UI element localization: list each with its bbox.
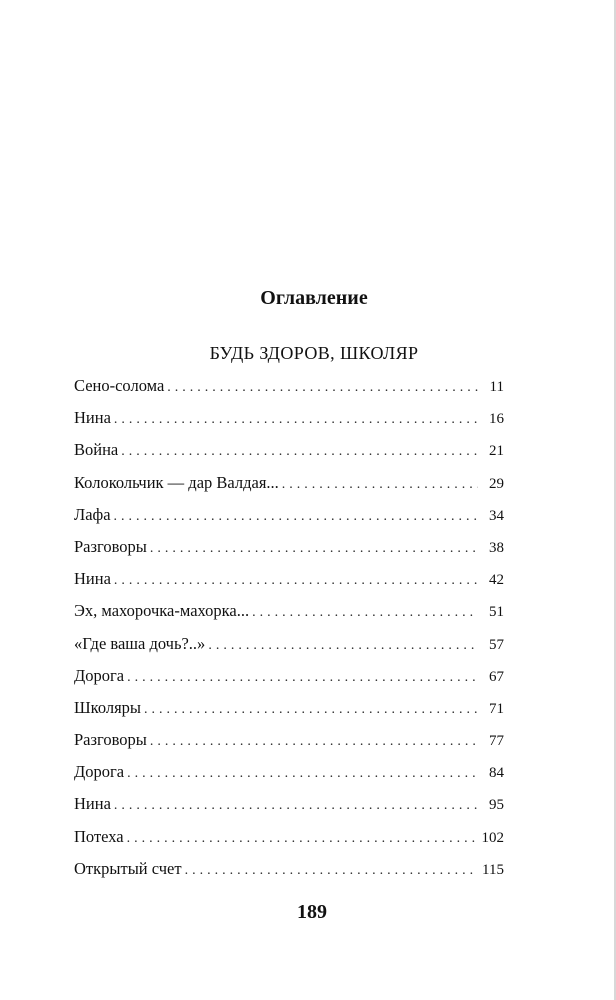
toc-entry-page: 38 — [489, 539, 504, 556]
toc-entry-page: 115 — [482, 861, 504, 878]
toc-entry — [74, 405, 504, 437]
toc-entry — [74, 598, 504, 630]
toc-entry-title: Дорога — [74, 762, 125, 782]
toc-entry — [74, 695, 504, 727]
toc-entry-page: 16 — [489, 411, 504, 428]
dot-leader — [252, 600, 478, 626]
toc-entry — [74, 566, 504, 598]
dot-leader — [208, 633, 478, 659]
toc-entry-page: 77 — [489, 733, 504, 750]
dot-leader — [114, 568, 478, 594]
dot-leader — [144, 697, 478, 723]
toc-entry — [74, 534, 504, 566]
toc-list — [74, 373, 504, 888]
toc-entry-title: «Где ваша дочь?..» — [74, 633, 206, 653]
toc-entry-page: 42 — [489, 572, 504, 589]
toc-entry — [74, 502, 504, 534]
toc-entry-page: 29 — [489, 475, 504, 492]
toc-entry — [74, 791, 504, 823]
toc-entry-page: 51 — [489, 604, 504, 621]
toc-entry-page: 102 — [481, 829, 504, 846]
toc-entry-page: 71 — [489, 700, 504, 717]
toc-entry-title: Школяры — [74, 697, 142, 717]
section-title: БУДЬ ЗДОРОВ, ШКОЛЯР — [209, 343, 419, 363]
toc-entry-title: Разговоры — [74, 730, 147, 750]
dot-leader — [114, 504, 478, 530]
dot-leader — [127, 665, 478, 691]
toc-heading: Оглавление — [260, 287, 368, 309]
dot-leader — [114, 793, 478, 819]
dot-leader — [167, 375, 478, 401]
dot-leader — [127, 826, 476, 852]
toc-entry — [74, 856, 504, 888]
dot-leader — [150, 536, 478, 562]
page-number: 189 — [297, 901, 327, 923]
dot-leader — [185, 858, 476, 884]
toc-entry — [74, 663, 504, 695]
toc-entry-title: Нина — [74, 794, 111, 814]
toc-entry — [74, 759, 504, 791]
toc-entry-page: 34 — [489, 507, 504, 524]
dot-leader — [282, 472, 478, 498]
toc-entry-title: Эх, махорочка-махорка... — [74, 601, 250, 621]
toc-entry — [74, 373, 504, 405]
toc-entry — [74, 727, 504, 759]
toc-entry-page: 84 — [489, 765, 504, 782]
toc-entry-page: 95 — [489, 797, 504, 814]
toc-entry-title: Потеха — [74, 826, 124, 846]
toc-entry-title: Колокольчик — дар Валдая... — [74, 472, 279, 492]
toc-entry-title: Лафа — [74, 504, 111, 524]
toc-entry — [74, 824, 504, 856]
toc-entry-page: 21 — [489, 443, 504, 460]
toc-entry — [74, 437, 504, 469]
dot-leader — [121, 439, 478, 465]
toc-entry — [74, 470, 504, 502]
toc-entry-title: Открытый счет — [74, 858, 182, 878]
toc-entry — [74, 631, 504, 663]
toc-entry-title: Сено-солома — [74, 376, 165, 395]
toc-entry-page: 67 — [489, 668, 504, 685]
dot-leader — [114, 407, 478, 433]
toc-entry-title: Нина — [74, 408, 111, 428]
toc-entry-title: Разговоры — [74, 536, 147, 556]
dot-leader — [127, 761, 478, 787]
toc-entry-title: Дорога — [74, 665, 125, 685]
toc-entry-page: 11 — [489, 379, 504, 395]
toc-entry-page: 57 — [489, 636, 504, 653]
toc-entry-title: Война — [74, 440, 119, 460]
dot-leader — [150, 729, 478, 755]
toc-entry-title: Нина — [74, 569, 111, 589]
